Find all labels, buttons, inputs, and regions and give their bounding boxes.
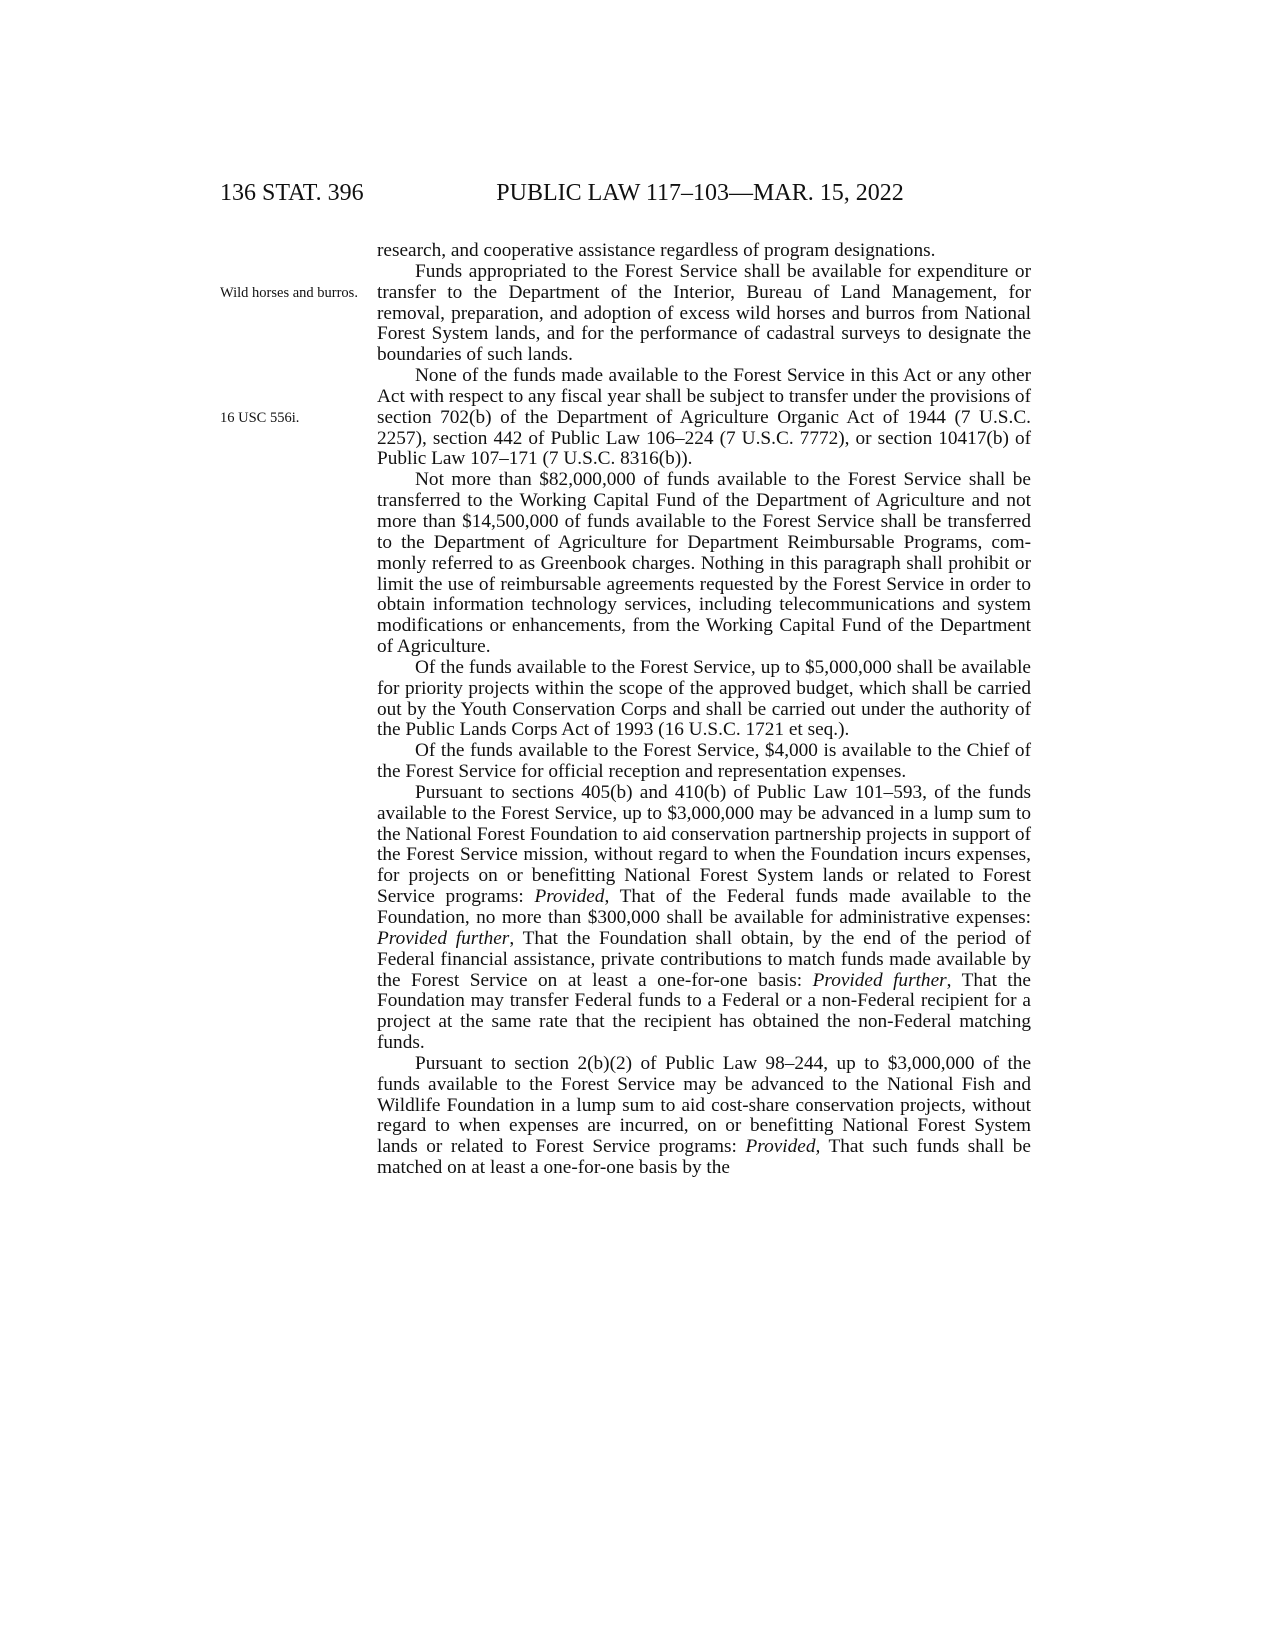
paragraph-text-run: That such funds shall be matched on at least a one-for-one basis by the	[377, 1136, 1031, 1179]
paragraph-continuation: research, and cooperative assistance regardless of program designations.	[377, 240, 936, 261]
paragraph-text-run: Pursuant to sections 405(b) and 410(b) of Public Law 101–593, of the funds available to the Forest Service, up to $3,000,000 may be advanced in a lump sum to the National Forest Foundation to aid conservation partnership projects in support of the Forest Service mission, without regard to when the Foundation incurs expenses, for projects on or benefitting National Forest System lands or related to Forest Service programs:	[377, 781, 1031, 908]
paragraph-text-run: Pursuant to section 2(b)(2) of Public Law 98–244, up to $3,000,000 of the funds available to the Forest Service may be advanced to the National Fish and Wildlife Foundation in a lump sum to aid cost-share conservation projects, without regard to when expenses are incurred, on or benefitting National Forest System lands or related to Forest Service programs:	[377, 1052, 1031, 1158]
paragraph-working-capital-fund: Not more than $82,000,000 of funds available to the Forest Service shall be transferred to the Working Capital Fund of the Department of Agriculture and not more than $14,500,000 of funds available to the Forest Service shall be transferred to the Department of Agriculture for Department Reimbursable Programs, commonly referred to as Greenbook charges. Nothing in this paragraph shall prohibit or limit the use of reimbursable agreements requested by the Forest Service in order to obtain information technology services, including telecommunications and system modifications or enhancements, from the Working Capital Fund of the Department of Agriculture.	[377, 469, 1031, 658]
paragraph-text-run: , That the Foundation may transfer Federal funds to a Federal or a non-Federal recipient for a project at the same rate that the recipient has obtained the non-Federal matching funds.	[377, 969, 1031, 1054]
paragraph-reception-expenses: Of the funds available to the Forest Service, $4,000 is available to the Chief of the Forest Service for official reception and representation expenses.	[377, 740, 1031, 783]
proviso-italic: Provided,	[745, 1136, 821, 1158]
paragraph-text-run: , That the Foundation shall obtain, by the end of the period of Federal financial assistance, private contributions to match funds made available by the Forest Service on at least a one-for-one basis:	[377, 927, 1031, 991]
running-title: PUBLIC LAW 117–103—MAR. 15, 2022	[496, 180, 904, 206]
paragraph-national-forest-foundation	[377, 783, 1031, 1054]
proviso-italic: Provided further	[377, 927, 510, 949]
paragraph-transfer-restriction: None of the funds made available to the Forest Service in this Act or any other Act with respect to any fiscal year shall be subject to transfer under the provisions of section 702(b) of the Department of Agriculture Organic Act of 1944 (7 U.S.C. 2257), section 442 of Public Law 106–224 (7 U.S.C. 7772), or section 10417(b) of Public Law 107–171 (7 U.S.C. 8316(b)).	[377, 365, 1031, 470]
proviso-italic: Provided	[534, 886, 605, 908]
paragraph-text-run: , That of the Federal funds made available to the Foundation, no more than $300,000 shall be available for administrative expenses:	[377, 886, 1032, 928]
page-header	[220, 180, 1030, 220]
paragraph-wild-horses: Funds appropriated to the Forest Service shall be available for expenditure or transfer to the Department of the Interior, Bureau of Land Management, for removal, preparation, and adoption of excess wild horses and burros from National Forest System lands, and for the performance of cadastral surveys to designate the boundaries of such lands.	[377, 260, 1031, 366]
stat-page-number: 136 STAT. 396	[220, 180, 364, 206]
margin-note-usc-citation: 16 USC 556i.	[220, 410, 300, 426]
proviso-italic: Provided further	[812, 969, 947, 991]
body-text	[377, 241, 1031, 1179]
paragraph-fish-wildlife-foundation	[377, 1054, 1031, 1179]
margin-note-wild-horses: Wild horses and burros.	[220, 285, 358, 301]
paragraph-youth-conservation-corps: Of the funds available to the Forest Service, up to $5,000,000 shall be available for priority projects within the scope of the approved budget, which shall be carried out by the Youth Conservation Corps and shall be carried out under the authority of the Public Lands Corps Act of 1993 (16 U.S.C. 1721 et seq.).	[377, 656, 1031, 741]
